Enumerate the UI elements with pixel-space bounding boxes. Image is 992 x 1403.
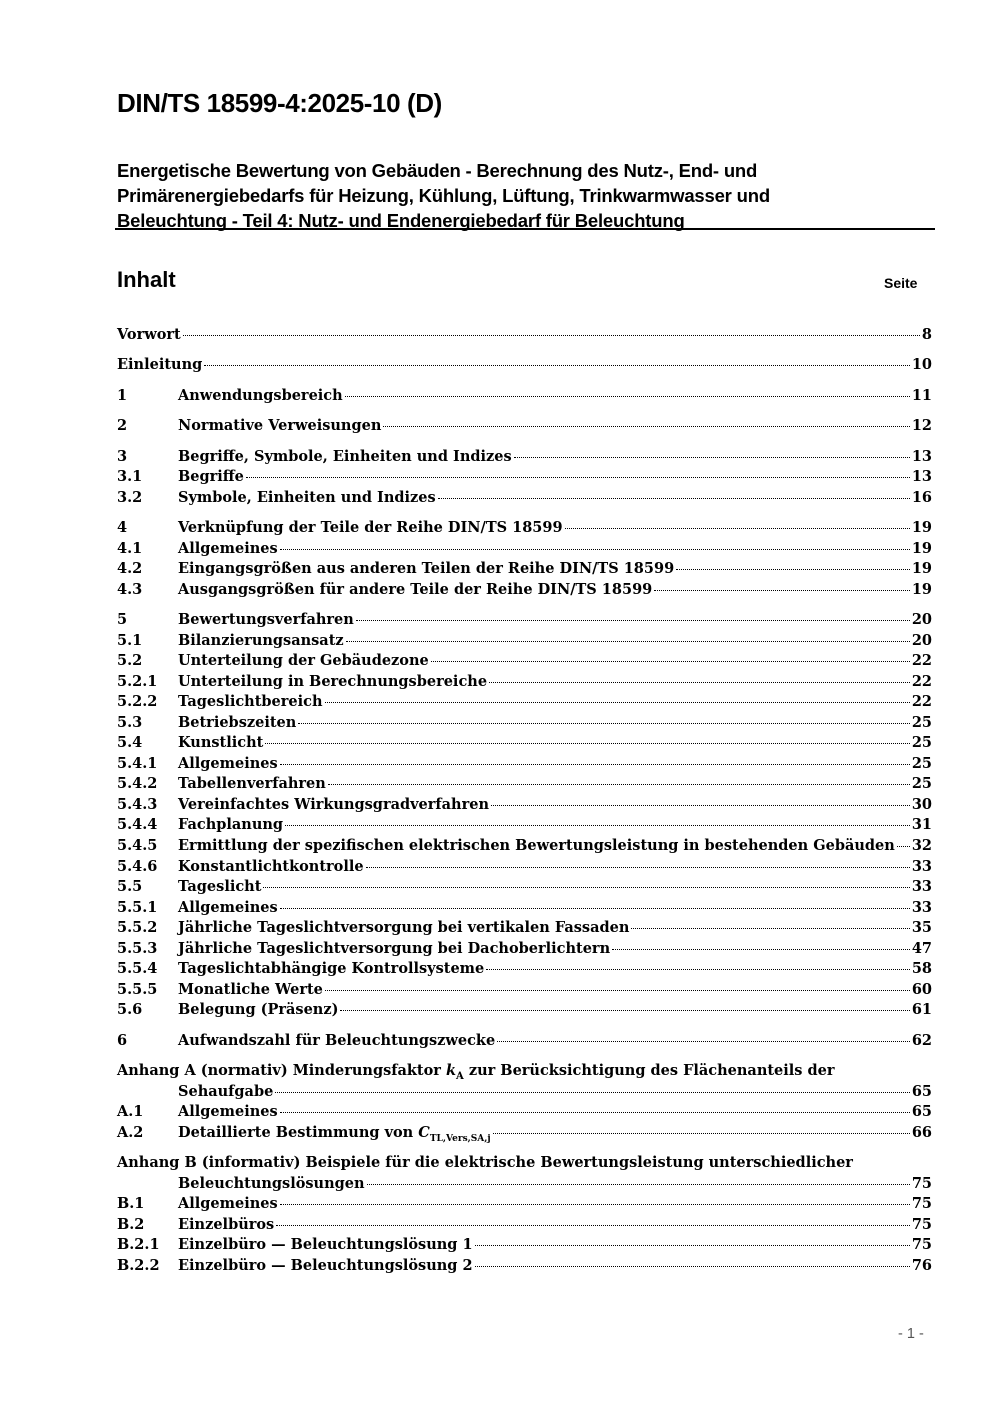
toc-entry-title-text: Jährliche Tageslichtversorgung bei Dachoberlichtern bbox=[178, 940, 611, 957]
toc-entry-page: 33 bbox=[911, 878, 932, 895]
toc-entry-title-text: Bewertungsverfahren bbox=[178, 611, 354, 628]
toc-dot-leader bbox=[631, 928, 909, 929]
toc-entry[interactable] bbox=[117, 610, 932, 630]
toc-entry-page: 25 bbox=[911, 775, 932, 792]
toc-entry-title-text: Allgemeines bbox=[178, 540, 278, 557]
toc-entry-page: 47 bbox=[911, 940, 932, 957]
toc-dot-leader bbox=[654, 590, 910, 591]
toc-entry-title bbox=[178, 959, 484, 979]
toc-entry-number: 5.4 bbox=[117, 734, 143, 751]
toc-entry-title-text: Einzelbüros bbox=[178, 1216, 275, 1233]
toc-entry-title bbox=[178, 488, 436, 508]
toc-entry-title bbox=[178, 692, 323, 712]
toc-dot-leader bbox=[475, 1245, 910, 1246]
toc-entry-number: 1 bbox=[117, 387, 128, 404]
toc-entry[interactable] bbox=[117, 1082, 932, 1102]
toc-entry-title bbox=[117, 1082, 273, 1102]
toc-entry-number: A.2 bbox=[117, 1124, 144, 1141]
toc-entry-title-text: Allgemeines bbox=[178, 1103, 278, 1120]
annex-a-heading-line[interactable] bbox=[117, 1061, 835, 1081]
toc-entry-title bbox=[178, 1235, 473, 1255]
toc-entry-page: 25 bbox=[911, 734, 932, 751]
toc-entry-page: 32 bbox=[911, 837, 932, 854]
toc-entry[interactable] bbox=[117, 733, 932, 753]
toc-entry-title-text: Monatliche Werte bbox=[178, 981, 323, 998]
toc-entry-number: B.1 bbox=[117, 1195, 145, 1212]
toc-entry-title-text: Tageslicht bbox=[178, 878, 262, 895]
toc-entry-page: 61 bbox=[911, 1001, 932, 1018]
toc-entry[interactable] bbox=[117, 939, 932, 959]
toc-entry-number: 5.4.2 bbox=[117, 775, 158, 792]
toc-dot-leader bbox=[280, 1204, 910, 1205]
toc-entry-number: 4 bbox=[117, 519, 128, 536]
toc-entry-title-text: Allgemeines bbox=[178, 755, 278, 772]
toc-entry-title bbox=[117, 1174, 365, 1194]
toc-dot-leader bbox=[246, 477, 910, 478]
toc-entry-title-text: Beleuchtungslösungen bbox=[178, 1175, 365, 1192]
toc-entry-title-text: Begriffe bbox=[178, 468, 244, 485]
toc-entry[interactable] bbox=[117, 815, 932, 835]
toc-dot-leader bbox=[280, 1112, 910, 1113]
toc-entry-title-text: Konstantlichtkontrolle bbox=[178, 858, 364, 875]
toc-entry-title bbox=[178, 1031, 495, 1051]
toc-entry-title bbox=[178, 1256, 473, 1276]
toc-entry-title bbox=[178, 539, 278, 559]
toc-entry[interactable] bbox=[117, 1174, 932, 1194]
toc-entry-page: 20 bbox=[911, 611, 932, 628]
toc-entry-page: 75 bbox=[911, 1195, 932, 1212]
toc-entry-title bbox=[178, 672, 487, 692]
toc-dot-leader bbox=[367, 1184, 910, 1185]
toc-entry-title bbox=[178, 1102, 278, 1122]
toc-dot-leader bbox=[276, 1225, 910, 1226]
toc-entry-page: 75 bbox=[911, 1175, 932, 1192]
toc-entry-number: 5.4.1 bbox=[117, 755, 158, 772]
toc-entry[interactable] bbox=[117, 631, 932, 651]
annex-a-symbol-sub: A bbox=[456, 1070, 464, 1082]
a2-symbol: C bbox=[418, 1124, 430, 1141]
toc-entry-number: 5.4.4 bbox=[117, 816, 158, 833]
toc-dot-leader bbox=[431, 661, 910, 662]
toc-entry-page: 22 bbox=[911, 693, 932, 710]
toc-entry-title bbox=[178, 939, 610, 959]
toc-entry-title bbox=[178, 467, 244, 487]
toc-entry[interactable] bbox=[117, 774, 932, 794]
toc-dot-leader bbox=[676, 569, 910, 570]
toc-dot-leader bbox=[204, 365, 910, 366]
toc-entry-title-text: Einleitung bbox=[117, 356, 203, 373]
toc-entry[interactable] bbox=[117, 877, 932, 897]
toc-dot-leader bbox=[263, 887, 909, 888]
toc-entry[interactable] bbox=[117, 488, 932, 508]
toc-entry[interactable] bbox=[117, 672, 932, 692]
annex-b-heading-line[interactable] bbox=[117, 1153, 853, 1173]
toc-entry-number: 5.2 bbox=[117, 652, 143, 669]
toc-entry-title bbox=[117, 325, 181, 345]
toc-entry-title bbox=[178, 1123, 491, 1149]
toc-entry-title bbox=[178, 447, 512, 467]
subtitle-line: Primärenergiebedarfs für Heizung, Kühlung, Lüftung, Trinkwarmwasser und bbox=[117, 185, 770, 206]
toc-entry-title bbox=[178, 733, 263, 753]
toc-entry-title-text: Eingangsgrößen aus anderen Teilen der Reihe DIN/TS 18599 bbox=[178, 560, 675, 577]
subtitle-line: Beleuchtung - Teil 4: Nutz- und Endenergiebedarf für Beleuchtung bbox=[117, 210, 685, 231]
toc-dot-leader bbox=[514, 457, 910, 458]
toc-entry[interactable] bbox=[117, 1256, 932, 1276]
toc-entry[interactable] bbox=[117, 918, 932, 938]
toc-entry-page: 58 bbox=[911, 960, 932, 977]
toc-entry[interactable] bbox=[117, 754, 932, 774]
toc-entry-number: 3.2 bbox=[117, 489, 143, 506]
toc-entry-title-text: Symbole, Einheiten und Indizes bbox=[178, 489, 436, 506]
toc-entry-number: B.2 bbox=[117, 1216, 145, 1233]
toc-entry[interactable] bbox=[117, 355, 932, 375]
toc-entry[interactable] bbox=[117, 416, 932, 436]
toc-entry-title bbox=[178, 1194, 278, 1214]
toc-entry-title-text: Betriebszeiten bbox=[178, 714, 297, 731]
toc-entry-page: 65 bbox=[911, 1103, 932, 1120]
annex-a-prefix: Anhang A (normativ) Minderungsfaktor bbox=[117, 1062, 446, 1079]
toc-entry-title bbox=[178, 980, 323, 1000]
toc-entry-title-text: Vorwort bbox=[117, 326, 181, 343]
toc-entry-title-text: Vereinfachtes Wirkungsgradverfahren bbox=[178, 796, 489, 813]
toc-entry-title bbox=[178, 651, 429, 671]
toc-entry-title bbox=[178, 580, 652, 600]
toc-entry[interactable] bbox=[117, 1215, 932, 1235]
toc-entry-number: 6 bbox=[117, 1032, 128, 1049]
toc-entry[interactable] bbox=[117, 959, 932, 979]
toc-entry-title bbox=[178, 774, 326, 794]
toc-entry-number: 4.1 bbox=[117, 540, 143, 557]
toc-entry-page: 20 bbox=[911, 632, 932, 649]
toc-dot-leader bbox=[493, 1133, 910, 1134]
toc-entry-page: 76 bbox=[911, 1257, 932, 1274]
toc-entry-title bbox=[178, 754, 278, 774]
toc-entry-page: 31 bbox=[911, 816, 932, 833]
toc-entry-number: 5.2.2 bbox=[117, 693, 158, 710]
toc-entry-number: 5.2.1 bbox=[117, 673, 158, 690]
toc-entry[interactable] bbox=[117, 713, 932, 733]
toc-entry[interactable] bbox=[117, 467, 932, 487]
toc-entry[interactable] bbox=[117, 1031, 932, 1051]
toc-entry[interactable] bbox=[117, 1194, 932, 1214]
toc-entry[interactable] bbox=[117, 386, 932, 406]
toc-dot-leader bbox=[383, 426, 909, 427]
toc-dot-leader bbox=[497, 1041, 910, 1042]
toc-entry-title bbox=[178, 918, 629, 938]
toc-entry-title bbox=[178, 1215, 274, 1235]
toc-entry-number: 5.5.2 bbox=[117, 919, 158, 936]
toc-entry-title-text: Verknüpfung der Teile der Reihe DIN/TS 18599 bbox=[178, 519, 563, 536]
toc-dot-leader bbox=[280, 908, 910, 909]
toc-entry-title bbox=[178, 386, 343, 406]
toc-entry-page: 75 bbox=[911, 1216, 932, 1233]
toc-entry-title-text: Belegung (Präsenz) bbox=[178, 1001, 339, 1018]
toc-entry[interactable] bbox=[117, 559, 932, 579]
toc-entry-title-text: Tageslichtbereich bbox=[178, 693, 323, 710]
toc-entry[interactable] bbox=[117, 1000, 932, 1020]
toc-entry-page: 22 bbox=[911, 652, 932, 669]
toc-entry-page: 62 bbox=[911, 1032, 932, 1049]
toc-dot-leader bbox=[489, 682, 910, 683]
toc-entry-page: 33 bbox=[911, 858, 932, 875]
toc-entry-page: 16 bbox=[911, 489, 932, 506]
toc-entry-title-text: Normative Verweisungen bbox=[178, 417, 382, 434]
toc-entry[interactable] bbox=[117, 898, 932, 918]
toc-entry-number: 5.5 bbox=[117, 878, 143, 895]
toc-entry-title-text: Anwendungsbereich bbox=[178, 387, 343, 404]
toc-entry-number: 5.1 bbox=[117, 632, 143, 649]
toc-entry-title bbox=[178, 518, 563, 538]
toc-dot-leader bbox=[298, 723, 910, 724]
toc-entry-page: 25 bbox=[911, 755, 932, 772]
page-number: - 1 - bbox=[898, 1326, 924, 1342]
toc-entry-number: 5.4.3 bbox=[117, 796, 158, 813]
toc-entry[interactable] bbox=[117, 980, 932, 1000]
toc-entry[interactable] bbox=[117, 857, 932, 877]
toc-entry-number: 5.4.5 bbox=[117, 837, 158, 854]
toc-entry-title-text: Unterteilung der Gebäudezone bbox=[178, 652, 429, 669]
toc-dot-leader bbox=[285, 825, 910, 826]
toc-entry-page: 35 bbox=[911, 919, 932, 936]
toc-dot-leader bbox=[366, 867, 910, 868]
toc-entry-title-text: Bilanzierungsansatz bbox=[178, 632, 344, 649]
toc-entry-page: 13 bbox=[911, 468, 932, 485]
toc-entry-number: 4.2 bbox=[117, 560, 143, 577]
toc-entry[interactable] bbox=[117, 1235, 932, 1255]
toc-entry-page: 25 bbox=[911, 714, 932, 731]
toc-dot-leader bbox=[183, 335, 920, 336]
toc-entry-number: 5.5.5 bbox=[117, 981, 158, 998]
toc-entry-title-text: Ermittlung der spezifischen elektrischen Bewertungsleistung in bestehenden Gebäuden bbox=[178, 837, 895, 854]
toc-entry-title bbox=[178, 815, 283, 835]
toc-entry-number: 5 bbox=[117, 611, 128, 628]
toc-entry-page: 19 bbox=[911, 519, 932, 536]
annex-a-suffix: zur Berücksichtigung des Flächenanteils der bbox=[463, 1062, 835, 1079]
toc-dot-leader bbox=[280, 549, 910, 550]
toc-dot-leader bbox=[475, 1266, 910, 1267]
toc-entry-page: 66 bbox=[911, 1124, 932, 1141]
toc-dot-leader bbox=[491, 805, 910, 806]
toc-dot-leader bbox=[340, 1010, 909, 1011]
toc-entry-number: 3.1 bbox=[117, 468, 143, 485]
toc-entry-title bbox=[178, 713, 296, 733]
toc-entry-page: 8 bbox=[921, 326, 932, 343]
toc-entry-page: 11 bbox=[911, 387, 932, 404]
toc-entry-title bbox=[178, 1000, 338, 1020]
toc-entry-number: B.2.2 bbox=[117, 1257, 160, 1274]
toc-entry-title-text: Allgemeines bbox=[178, 899, 278, 916]
toc-dot-leader bbox=[275, 1092, 910, 1093]
toc-entry-title bbox=[178, 416, 381, 436]
toc-entry-title-text: Kunstlicht bbox=[178, 734, 264, 751]
toc-entry-number: 5.4.6 bbox=[117, 858, 158, 875]
toc-entry-title bbox=[178, 877, 261, 897]
toc-entry-title bbox=[178, 631, 344, 651]
annex-b-line1: Anhang B (informativ) Beispiele für die elektrische Bewertungsleistung unterschiedlicher bbox=[117, 1154, 853, 1171]
toc-entry-title-text: Sehaufgabe bbox=[178, 1083, 274, 1100]
toc-entry-number: B.2.1 bbox=[117, 1236, 160, 1253]
toc-entry[interactable] bbox=[117, 325, 932, 345]
toc-entry-title-text: Einzelbüro — Beleuchtungslösung 1 bbox=[178, 1236, 473, 1253]
page-column-label: Seite bbox=[884, 275, 918, 291]
toc-entry-page: 75 bbox=[911, 1236, 932, 1253]
subtitle-line: Energetische Bewertung von Gebäuden - Berechnung des Nutz-, End- und bbox=[117, 160, 758, 181]
toc-entry[interactable] bbox=[117, 692, 932, 712]
toc-entry-title bbox=[178, 795, 489, 815]
toc-entry-page: 60 bbox=[911, 981, 932, 998]
toc-dot-leader bbox=[325, 990, 910, 991]
toc-entry[interactable] bbox=[117, 580, 932, 600]
toc-dot-leader bbox=[565, 528, 910, 529]
toc-entry-number: 5.6 bbox=[117, 1001, 143, 1018]
toc-entry-title-text: Tabellenverfahren bbox=[178, 775, 326, 792]
toc-entry-page: 19 bbox=[911, 581, 932, 598]
toc-entry-title-text: Begriffe, Symbole, Einheiten und Indizes bbox=[178, 448, 512, 465]
toc-entry-title-text: Allgemeines bbox=[178, 1195, 278, 1212]
contents-heading: Inhalt bbox=[117, 267, 176, 292]
toc-entry[interactable] bbox=[117, 795, 932, 815]
toc-entry-title bbox=[117, 355, 202, 375]
toc-dot-leader bbox=[325, 702, 910, 703]
toc-entry-page: 33 bbox=[911, 899, 932, 916]
toc-entry-number: 4.3 bbox=[117, 581, 143, 598]
toc-entry-title-text: Jährliche Tageslichtversorgung bei vertikalen Fassaden bbox=[178, 919, 630, 936]
toc-entry-title-text: Einzelbüro — Beleuchtungslösung 2 bbox=[178, 1257, 473, 1274]
toc-entry-page: 13 bbox=[911, 448, 932, 465]
toc-entry[interactable] bbox=[117, 836, 932, 856]
toc-entry-number: 5.5.1 bbox=[117, 899, 158, 916]
toc-dot-leader bbox=[438, 498, 910, 499]
toc-dot-leader bbox=[897, 846, 910, 847]
toc-dot-leader bbox=[345, 396, 910, 397]
toc-entry-title bbox=[178, 898, 278, 918]
toc-entry[interactable] bbox=[117, 1102, 932, 1122]
toc-entry-title-text: Unterteilung in Berechnungsbereiche bbox=[178, 673, 488, 690]
toc-entry-page: 19 bbox=[911, 560, 932, 577]
toc-entry-page: 10 bbox=[911, 356, 932, 373]
toc-entry-number: A.1 bbox=[117, 1103, 144, 1120]
toc-entry-page: 65 bbox=[911, 1083, 932, 1100]
toc-entry-title bbox=[178, 836, 895, 856]
toc-entry-title bbox=[178, 559, 674, 579]
toc-dot-leader bbox=[328, 784, 910, 785]
toc-entry-title bbox=[178, 610, 354, 630]
toc-dot-leader bbox=[486, 969, 910, 970]
document-title: DIN/TS 18599-4:2025-10 (D) bbox=[117, 88, 442, 118]
toc-dot-leader bbox=[346, 641, 910, 642]
toc-entry-title-text: Ausgangsgrößen für andere Teile der Reihe DIN/TS 18599 bbox=[178, 581, 653, 598]
toc-dot-leader bbox=[280, 764, 910, 765]
toc-entry[interactable] bbox=[117, 539, 932, 559]
toc-entry-title-text: Aufwandszahl für Beleuchtungszwecke bbox=[178, 1032, 496, 1049]
toc-entry[interactable] bbox=[117, 447, 932, 467]
toc-entry-number: 5.5.3 bbox=[117, 940, 158, 957]
toc-entry-title-text: Fachplanung bbox=[178, 816, 284, 833]
toc-entry-title-text: Detaillierte Bestimmung von C bbox=[178, 1124, 430, 1141]
table-of-contents bbox=[117, 0, 932, 1403]
toc-dot-leader bbox=[612, 949, 910, 950]
toc-dot-leader bbox=[356, 620, 910, 621]
toc-entry-page: 30 bbox=[911, 796, 932, 813]
toc-entry-page: 12 bbox=[911, 417, 932, 434]
toc-entry-title-text: Tageslichtabhängige Kontrollsysteme bbox=[178, 960, 485, 977]
toc-entry[interactable] bbox=[117, 1123, 932, 1143]
toc-entry-number: 3 bbox=[117, 448, 128, 465]
toc-entry-title bbox=[178, 857, 364, 877]
a2-symbol-sub: TL,Vers,SA,j bbox=[429, 1133, 491, 1144]
toc-dot-leader bbox=[265, 743, 909, 744]
toc-entry-page: 22 bbox=[911, 673, 932, 690]
toc-entry-number: 5.5.4 bbox=[117, 960, 158, 977]
toc-entry-number: 2 bbox=[117, 417, 128, 434]
toc-entry[interactable] bbox=[117, 518, 932, 538]
toc-entry-page: 19 bbox=[911, 540, 932, 557]
toc-entry[interactable] bbox=[117, 651, 932, 671]
annex-a-symbol: k bbox=[445, 1062, 457, 1079]
toc-entry-number: 5.3 bbox=[117, 714, 143, 731]
